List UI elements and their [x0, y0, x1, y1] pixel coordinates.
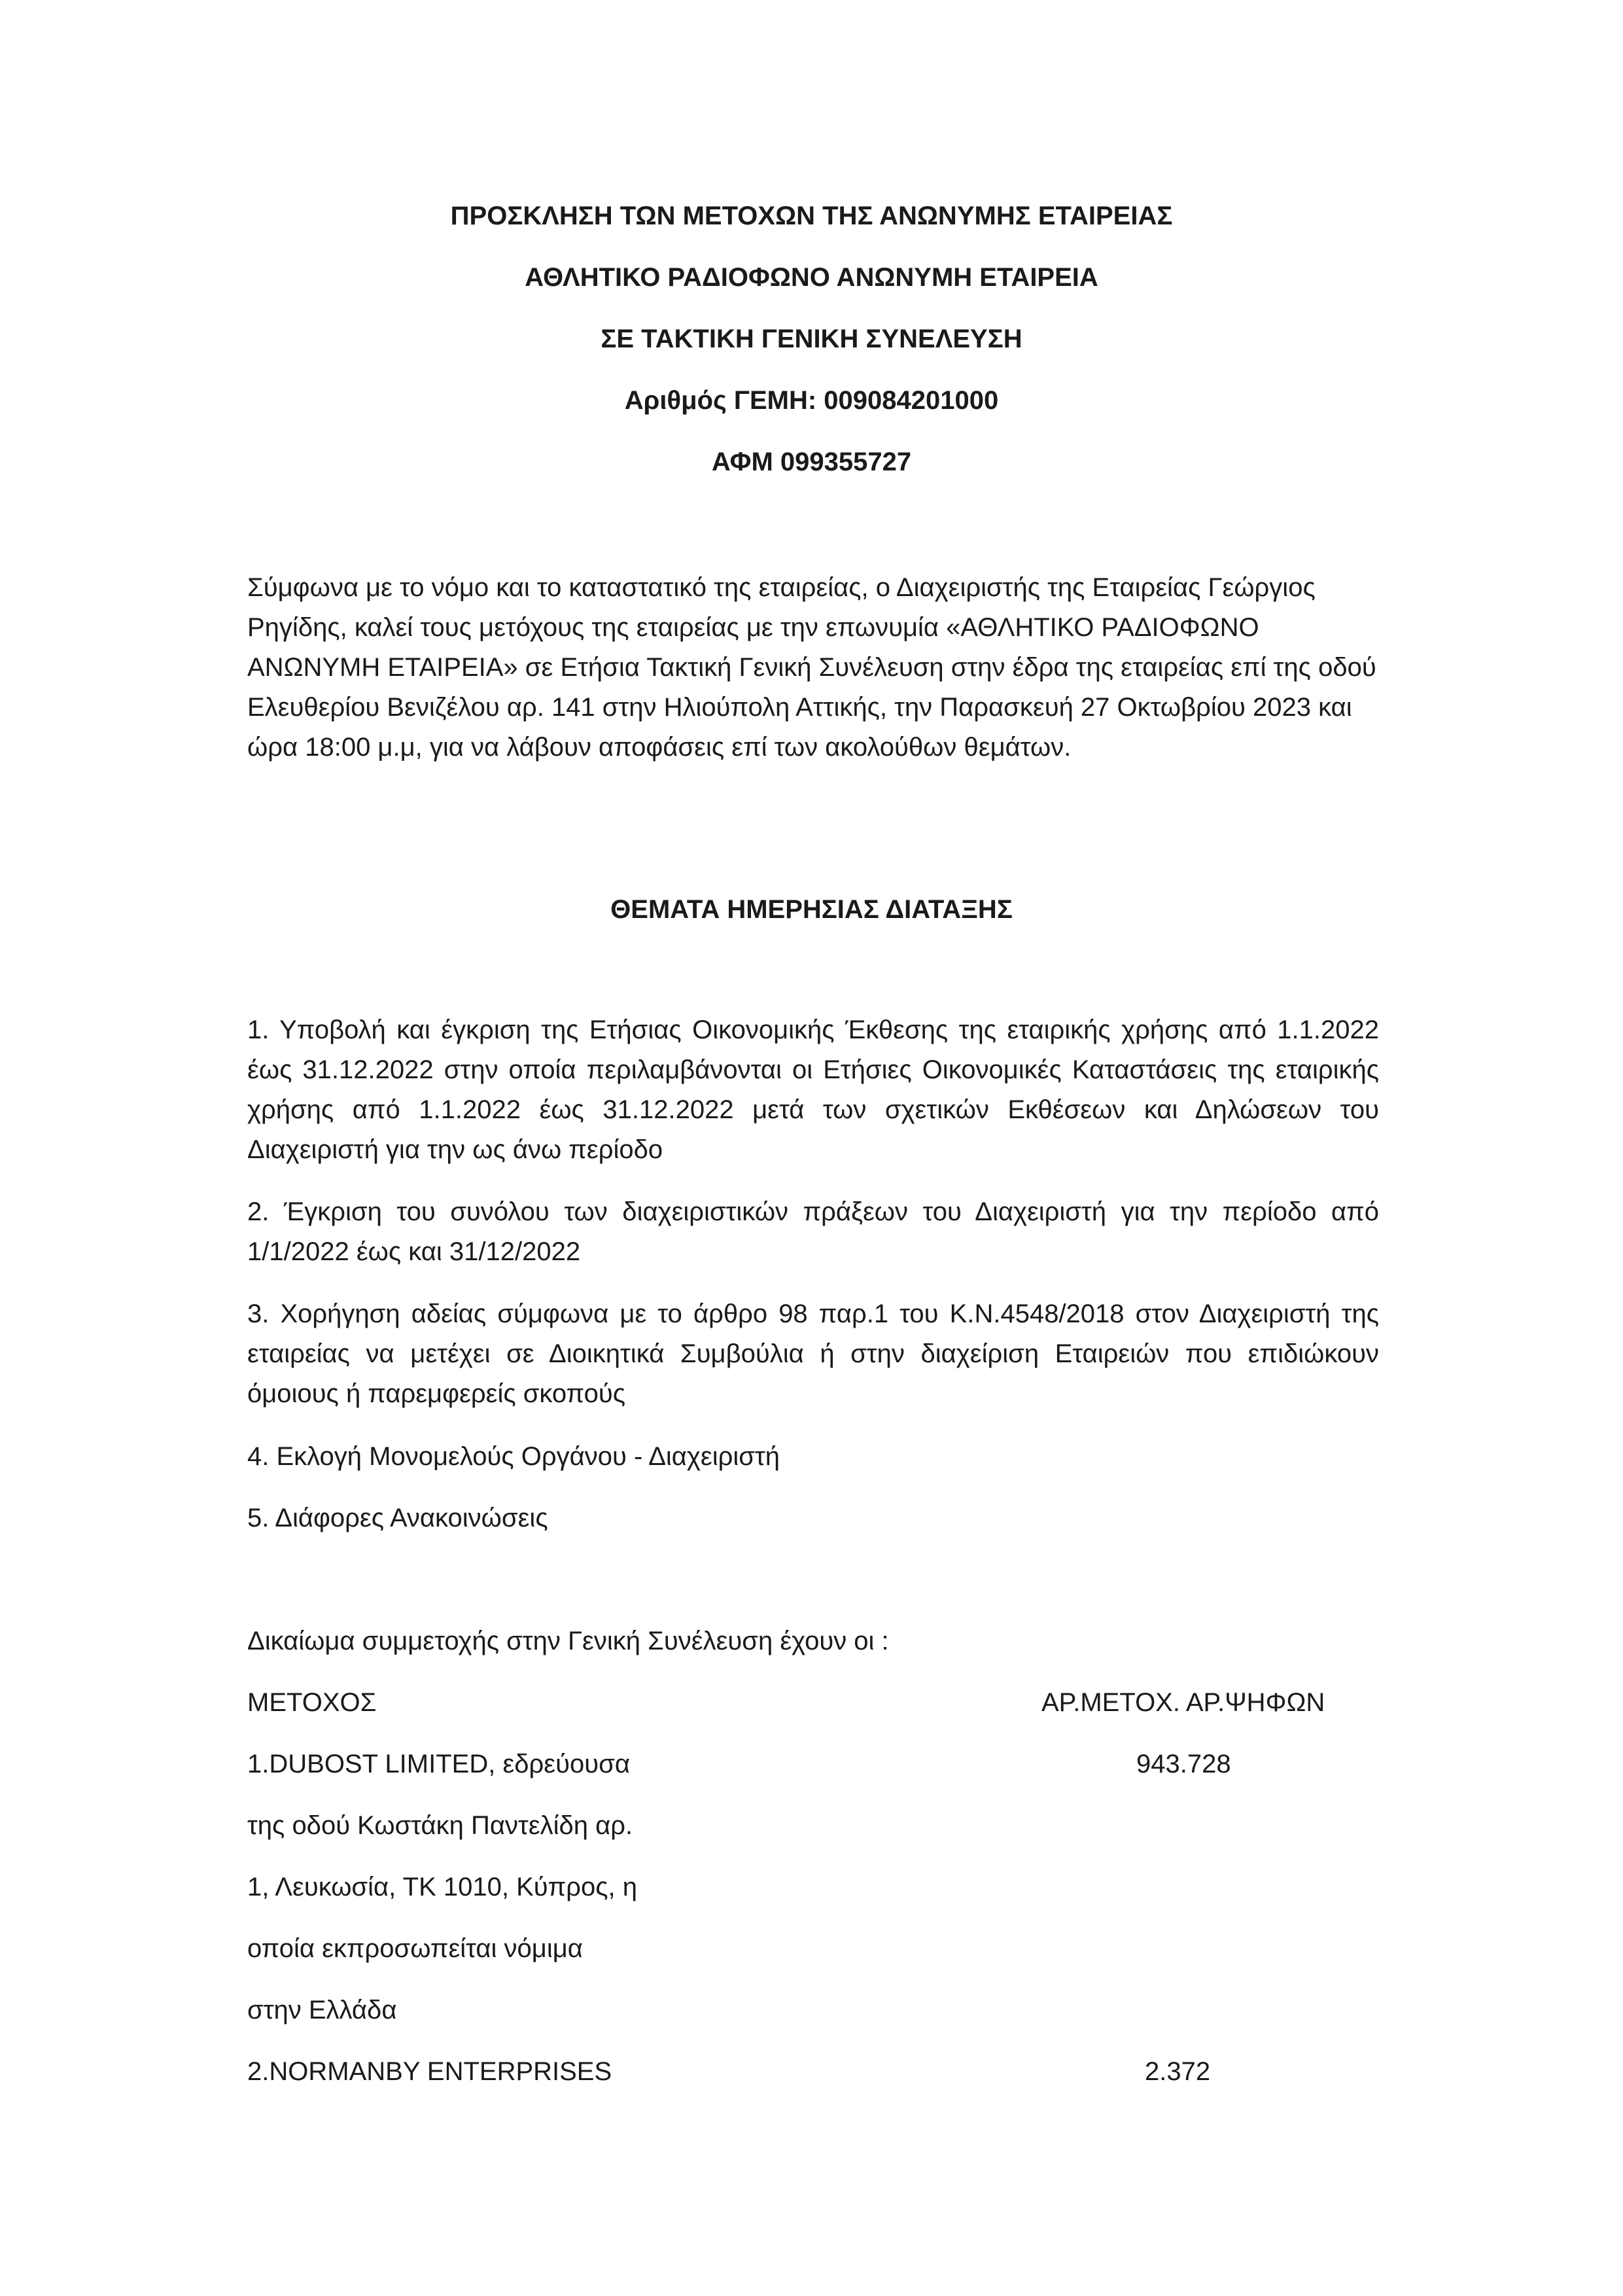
agenda-item-3: 3. Χορήγηση αδείας σύμφωνα με το άρθρο 98 παρ.1 του Κ.Ν.4548/2018 στον Διαχειριστή της εταιρείας να μετέχει σε Διοικητικά Συμβούλια ή στην διαχείριση Εταιρειών που επιδιώκουν όμοιους ή παρεμφερείς σκοπούς	[247, 1299, 1379, 1408]
agenda-item-4: 4. Εκλογή Μονομελούς Οργάνου - Διαχειριστή	[247, 1442, 780, 1471]
shareholder-1-shares: 943.728	[1136, 1750, 1231, 1778]
shareholder-2-line-1: 2.NORMANBY ENTERPRISES	[247, 2057, 612, 2086]
shareholder-1-line-5: στην Ελλάδα	[247, 1996, 397, 2024]
shareholder-1-line-4: οποία εκπροσωπείται νόμιμα	[247, 1934, 583, 1963]
agenda-title: ΘΕΜΑΤΑ ΗΜΕΡΗΣΙΑΣ ΔΙΑΤΑΞΗΣ	[610, 895, 1013, 924]
agenda-item-2: 2. Έγκριση του συνόλου των διαχειριστικών πράξεων του Διαχειριστή για την περίοδο από 1/1/2022 έως και 31/12/2022	[247, 1197, 1379, 1266]
heading-vat-number: ΑΦΜ 099355727	[711, 448, 912, 476]
shareholders-intro: Δικαίωμα συμμετοχής στην Γενική Συνέλευση έχουν οι :	[247, 1627, 889, 1655]
column-header-shareholder: ΜΕΤΟΧΟΣ	[247, 1688, 377, 1717]
heading-meeting-type: ΣΕ ΤΑΚΤΙΚΗ ΓΕΝΙΚΗ ΣΥΝΕΛΕΥΣΗ	[601, 325, 1022, 353]
heading-company-name: ΑΘΛΗΤΙΚΟ ΡΑΔΙΟΦΩΝΟ ΑΝΩΝΥΜΗ ΕΤΑΙΡΕΙΑ	[525, 263, 1098, 292]
shareholder-1-line-2: της οδού Κωστάκη Παντελίδη αρ.	[247, 1811, 633, 1840]
agenda-item-5: 5. Διάφορες Ανακοινώσεις	[247, 1504, 548, 1532]
shareholder-1-line-1: 1.DUBOST LIMITED, εδρεύουσα	[247, 1750, 630, 1778]
heading-line-1: ΠΡΟΣΚΛΗΣΗ ΤΩΝ ΜΕΤΟΧΩΝ ΤΗΣ ΑΝΩΝΥΜΗΣ ΕΤΑΙΡΕΙΑΣ	[450, 202, 1173, 230]
intro-paragraph: Σύμφωνα με το νόμο και το καταστατικό της εταιρείας, ο Διαχειριστής της Εταιρείας Γεώργιος Ρηγίδης, καλεί τους μετόχους της εταιρείας με την επωνυμία «ΑΘΛΗΤΙΚΟ ΡΑΔΙΟΦΩΝΟ ΑΝΩΝΥΜΗ ΕΤΑΙΡΕΙΑ» σε Ετήσια Τακτική Γενική Συνέλευση στην έδρα της εταιρείας επί της οδού Ελευθερίου Βενιζέλου αρ. 141 στην Ηλιούπολη Αττικής, την Παρασκευή 27 Οκτωβρίου 2023 και ώρα 18:00 μ.μ, για να λάβουν αποφάσεις επί των ακολούθων θεμάτων.	[247, 573, 1376, 762]
shareholder-1-line-3: 1, Λευκωσία, ΤΚ 1010, Κύπρος, η	[247, 1873, 637, 1901]
column-header-shares-votes: ΑΡ.ΜΕΤΟΧ. ΑΡ.ΨΗΦΩΝ	[1041, 1688, 1325, 1717]
heading-gemi-number: Αριθμός ΓΕΜΗ: 009084201000	[624, 386, 999, 415]
agenda-item-1: 1. Υποβολή και έγκριση της Ετήσιας Οικονομικής Έκθεσης της εταιρικής χρήσης από 1.1.2022 έως 31.12.2022 στην οποία περιλαμβάνονται οι Ετήσιες Οικονομικές Καταστάσεις της εταιρικής χρήσης από 1.1.2022 έως 31.12.2022 μετά των σχετικών Εκθέσεων και Δηλώσεων του Διαχειριστή για την ως άνω περίοδο	[247, 1016, 1379, 1164]
shareholder-2-shares: 2.372	[1145, 2057, 1211, 2086]
